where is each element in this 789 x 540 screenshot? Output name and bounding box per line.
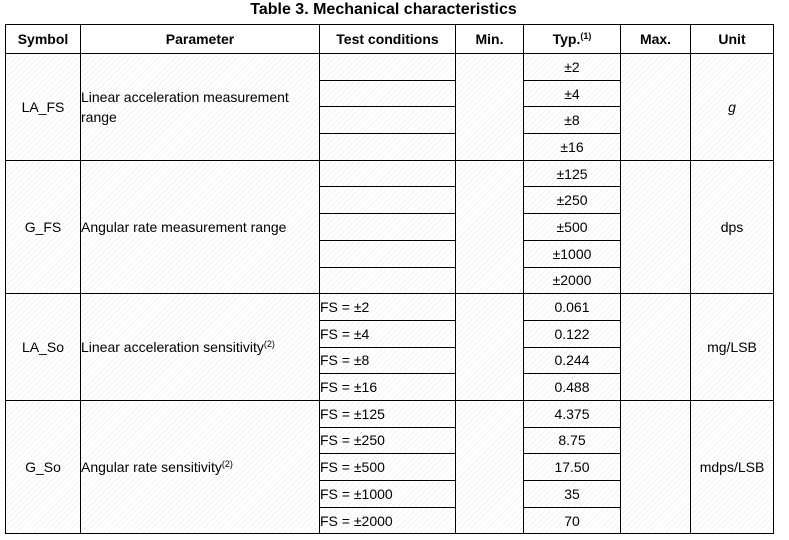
- unit-cell: [691, 400, 774, 533]
- table-row: [6, 54, 774, 81]
- mechanical-characteristics-table: [5, 24, 774, 534]
- symbol-cell: G_FS: [6, 160, 81, 293]
- header-max: Max.: [621, 25, 691, 54]
- test-condition-cell: [320, 80, 456, 107]
- table-row: [6, 294, 774, 321]
- symbol-cell: LA_FS: [6, 54, 81, 161]
- header-parameter: Parameter: [81, 25, 320, 54]
- typ-cell: ±16: [524, 134, 621, 161]
- typ-cell: 4.375: [524, 400, 621, 427]
- test-condition-cell: FS = ±250: [320, 427, 456, 454]
- max-cell: [621, 54, 691, 161]
- test-condition-cell: [320, 107, 456, 134]
- max-cell: [621, 160, 691, 293]
- parameter-text: Linear acceleration measurement range: [81, 88, 289, 125]
- header-unit: Unit: [691, 25, 774, 54]
- parameter-text: Angular rate sensitivity: [81, 459, 222, 476]
- test-condition-cell: [320, 240, 456, 267]
- typ-cell: 0.488: [524, 374, 621, 401]
- table-caption: Table 3. Mechanical characteristics: [250, 1, 517, 18]
- header-symbol: Symbol: [6, 25, 81, 54]
- min-cell: [456, 294, 524, 401]
- test-condition-cell: [320, 267, 456, 294]
- test-condition-cell: FS = ±1000: [320, 481, 456, 508]
- parameter-cell: [81, 294, 320, 401]
- typ-cell: 0.061: [524, 294, 621, 321]
- typ-cell: 0.244: [524, 347, 621, 374]
- header-typ-label: Typ.: [552, 31, 581, 47]
- header-min: Min.: [456, 25, 524, 54]
- min-cell: [456, 160, 524, 293]
- table-row: [6, 160, 774, 187]
- test-condition-cell: [320, 54, 456, 81]
- unit-text: mdps/LSB: [699, 459, 765, 476]
- test-condition-cell: [320, 187, 456, 214]
- parameter-text: Linear acceleration sensitivity: [81, 339, 264, 356]
- parameter-footnote: (2): [221, 459, 233, 470]
- test-condition-cell: [320, 214, 456, 241]
- test-condition-cell: [320, 134, 456, 161]
- parameter-text: Angular rate measurement range: [81, 218, 287, 235]
- typ-cell: ±1000: [524, 240, 621, 267]
- typ-cell: ±2000: [524, 267, 621, 294]
- typ-cell: ±500: [524, 214, 621, 241]
- typ-cell: ±125: [524, 160, 621, 187]
- test-condition-cell: FS = ±2: [320, 294, 456, 321]
- typ-cell: ±8: [524, 107, 621, 134]
- test-condition-cell: FS = ±500: [320, 454, 456, 481]
- typ-cell: 0.122: [524, 320, 621, 347]
- test-condition-cell: FS = ±125: [320, 400, 456, 427]
- parameter-cell: [81, 54, 320, 161]
- header-row: [6, 25, 774, 54]
- max-cell: [621, 294, 691, 401]
- symbol-cell: LA_So: [6, 294, 81, 401]
- unit-text: g: [728, 98, 736, 115]
- symbol-cell: G_So: [6, 400, 81, 533]
- test-condition-cell: FS = ±16: [320, 374, 456, 401]
- table-body: [6, 54, 774, 534]
- header-test-conditions: Test conditions: [320, 25, 456, 54]
- typ-cell: 70: [524, 507, 621, 534]
- test-condition-cell: FS = ±8: [320, 347, 456, 374]
- unit-cell: [691, 160, 774, 293]
- parameter-footnote: (2): [263, 339, 275, 350]
- parameter-cell: [81, 400, 320, 533]
- test-condition-cell: FS = ±4: [320, 320, 456, 347]
- unit-cell: [691, 54, 774, 161]
- typ-cell: ±2: [524, 54, 621, 81]
- typ-cell: 8.75: [524, 427, 621, 454]
- min-cell: [456, 400, 524, 533]
- typ-cell: 17.50: [524, 454, 621, 481]
- unit-cell: [691, 294, 774, 401]
- header-typ: [524, 25, 621, 54]
- unit-text: dps: [720, 218, 744, 235]
- header-typ-footnote: (1): [580, 31, 592, 41]
- typ-cell: 35: [524, 481, 621, 508]
- typ-cell: ±250: [524, 187, 621, 214]
- parameter-cell: [81, 160, 320, 293]
- test-condition-cell: FS = ±2000: [320, 507, 456, 534]
- typ-cell: ±4: [524, 80, 621, 107]
- table-row: [6, 400, 774, 427]
- unit-text: mg/LSB: [707, 339, 757, 356]
- min-cell: [456, 54, 524, 161]
- max-cell: [621, 400, 691, 533]
- test-condition-cell: [320, 160, 456, 187]
